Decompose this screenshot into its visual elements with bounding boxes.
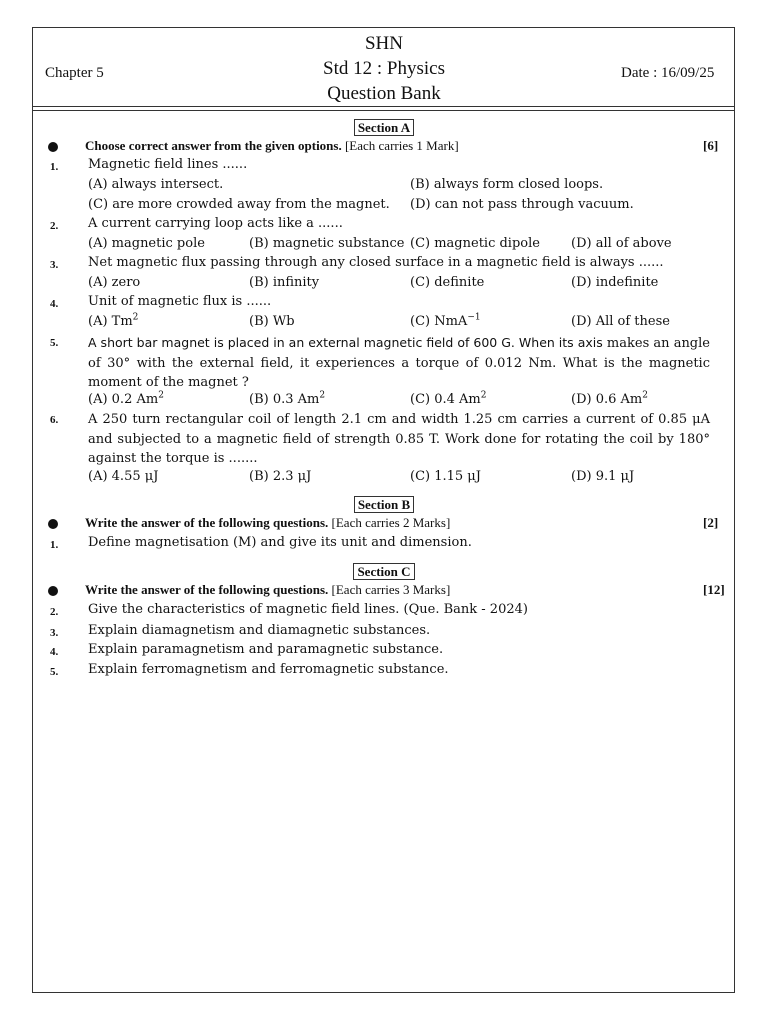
question-text: Unit of magnetic flux is ...... xyxy=(88,294,272,309)
question-text: Explain diamagnetism and diamagnetic substances. xyxy=(88,623,431,638)
option-d: (D) 9.1 μJ xyxy=(571,469,635,484)
question-number: 6. xyxy=(50,414,59,426)
header-divider-top xyxy=(33,106,734,107)
org-name: SHN xyxy=(364,33,403,54)
question-number: 5. xyxy=(50,666,59,678)
option-a: (A) 4.55 μJ xyxy=(88,469,159,484)
bullet-icon xyxy=(48,519,58,529)
bullet-icon xyxy=(48,142,58,152)
option-c: (C) are more crowded away from the magnet. xyxy=(88,197,390,212)
section-a-title: Section A xyxy=(354,119,414,136)
question-text: A short bar magnet is placed in an external magnetic field of 600 G. When its axis makes an angle of 30° with the external field, it experiences a torque of 0.012 Nm. What is the magnetic moment of the magnet ? xyxy=(88,335,710,390)
option-b: (B) 2.3 μJ xyxy=(249,469,312,484)
option-a: (A) zero xyxy=(88,275,141,290)
question-number: 1. xyxy=(50,161,59,173)
question-text: Explain paramagnetism and paramagnetic substance. xyxy=(88,642,444,657)
section-c-heading xyxy=(0,561,768,580)
option-d: (D) indefinite xyxy=(571,275,659,290)
option-b: (B) magnetic substance xyxy=(249,236,405,251)
chapter-label: Chapter 5 xyxy=(45,65,104,81)
option-d: (D) can not pass through vacuum. xyxy=(410,197,634,212)
option-a: (A) magnetic pole xyxy=(88,236,205,251)
section-c-marks: [12] xyxy=(703,582,725,597)
option-d: (D) All of these xyxy=(571,314,670,329)
date-label: Date : 16/09/25 xyxy=(621,65,715,81)
option-c: (C) NmA$^{-1}$ xyxy=(410,312,481,329)
question-number: 2. xyxy=(50,606,59,618)
option-b: (B) infinity xyxy=(249,275,320,290)
question-text: Net magnetic flux passing through any closed surface in a magnetic field is always ...... xyxy=(88,255,664,270)
section-a-marks: [6] xyxy=(703,138,719,153)
question-text: Magnetic field lines ...... xyxy=(88,157,248,172)
option-d: (D) all of above xyxy=(571,236,672,251)
question-text: Define magnetisation (M) and give its unit and dimension. xyxy=(88,535,472,550)
section-b-title: Section B xyxy=(354,496,414,513)
option-b: (B) 0.3 Am$^2$ xyxy=(249,390,326,407)
option-a: (A) 0.2 Am$^2$ xyxy=(88,390,164,407)
option-b: (B) always form closed loops. xyxy=(410,177,604,192)
std-subject: Std 12 : Physics xyxy=(323,58,445,79)
section-c-instruction: Write the answer of the following questions. [Each carries 3 Marks] xyxy=(85,582,451,597)
section-b-instruction: Write the answer of the following questions. [Each carries 2 Marks] xyxy=(85,515,451,530)
question-text: Explain ferromagnetism and ferromagnetic substance. xyxy=(88,662,449,677)
header-divider-bottom xyxy=(33,110,734,111)
section-a-heading xyxy=(0,117,768,136)
option-d: (D) 0.6 Am$^2$ xyxy=(571,390,648,407)
question-text: Give the characteristics of magnetic field lines. (Que. Bank - 2024) xyxy=(88,602,528,617)
option-c: (C) 0.4 Am$^2$ xyxy=(410,390,487,407)
option-c: (C) definite xyxy=(410,275,485,290)
question-number: 4. xyxy=(50,298,59,310)
question-number: 3. xyxy=(50,627,59,639)
option-b: (B) Wb xyxy=(249,314,295,329)
option-c: (C) 1.15 μJ xyxy=(410,469,481,484)
question-text: A 250 turn rectangular coil of length 2.1 cm and width 1.25 cm carries a current of 0.85 μA and subjected to a magnetic field of strength 0.85 T. Work done for rotating the coil by 180° against the torque is ....... xyxy=(88,412,710,466)
option-a: (A) Tm$^2$ xyxy=(88,312,139,329)
section-c-title: Section C xyxy=(353,563,414,580)
question-number: 1. xyxy=(50,539,59,551)
option-a: (A) always intersect. xyxy=(88,177,224,192)
question-number: 2. xyxy=(50,220,59,232)
question-text: A current carrying loop acts like a ...... xyxy=(88,216,343,231)
section-b-marks: [2] xyxy=(703,515,719,530)
question-number: 4. xyxy=(50,646,59,658)
option-c: (C) magnetic dipole xyxy=(410,236,540,251)
page-title: Question Bank xyxy=(327,83,441,104)
bullet-icon xyxy=(48,586,58,596)
section-b-heading xyxy=(0,494,768,513)
question-number: 5. xyxy=(50,337,59,349)
question-number: 3. xyxy=(50,259,59,271)
section-a-instruction: Choose correct answer from the given options. [Each carries 1 Mark] xyxy=(85,138,459,153)
